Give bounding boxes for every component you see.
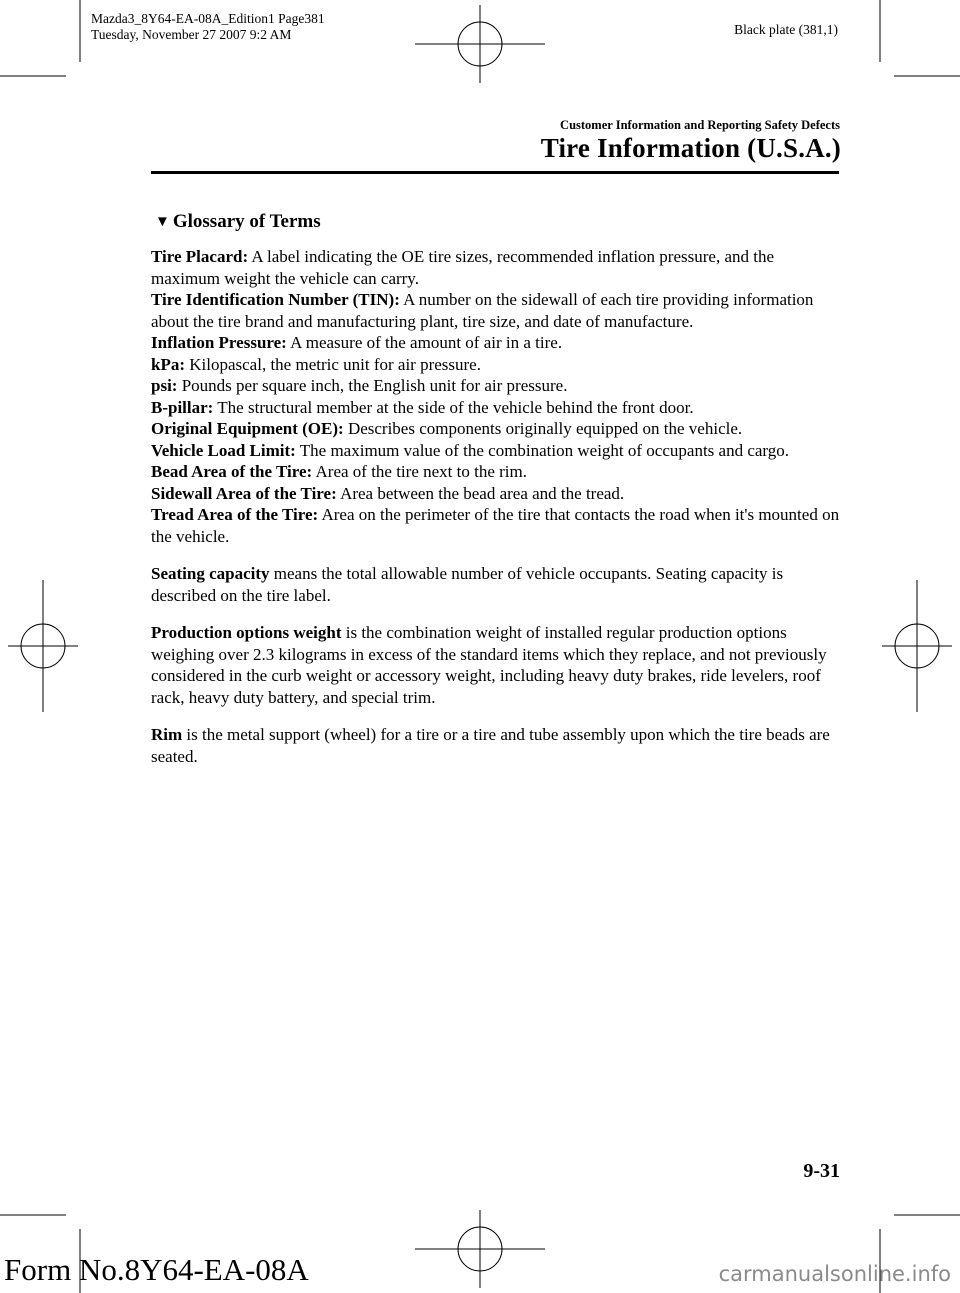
definition-paragraph — [151, 724, 841, 767]
glossary-entry — [151, 504, 841, 547]
plate-label: Black plate (381,1) — [734, 22, 838, 37]
glossary-definition: A label indicating the OE tire sizes, recommended inflation pressure, and the maximum weight the vehicle can carry. — [151, 247, 775, 288]
glossary-term: Tire Placard: — [151, 247, 249, 266]
glossary-term: Bead Area of the Tire: — [151, 462, 313, 481]
glossary-entry — [151, 461, 841, 483]
registration-mark-left — [8, 580, 78, 712]
glossary-term: psi: — [151, 376, 178, 395]
glossary-entry — [151, 483, 841, 505]
glossary-term: Tire Identification Number (TIN): — [151, 290, 400, 309]
glossary-definition: Area of the tire next to the rim. — [315, 462, 527, 481]
registration-mark-top — [415, 5, 545, 83]
watermark: carmanualsonline.info — [718, 1262, 951, 1286]
glossary-entry — [151, 332, 841, 354]
section-subtitle: Customer Information and Reporting Safety Defects — [560, 118, 840, 132]
print-metadata-line2: Tuesday, November 27 2007 9:2 AM — [91, 27, 292, 42]
glossary-term: Vehicle Load Limit: — [151, 440, 296, 460]
glossary-entry — [151, 375, 841, 397]
glossary-definition: Area between the bead area and the tread. — [340, 483, 625, 503]
glossary-definition: The maximum value of the combination weight of occupants and cargo. — [299, 440, 790, 460]
glossary-term: Tread Area of the Tire: — [151, 505, 319, 524]
glossary-body — [151, 246, 841, 767]
glossary-entry — [151, 397, 841, 419]
print-metadata — [91, 11, 325, 43]
glossary-heading — [155, 211, 321, 233]
paragraph-term: Seating capacity — [151, 564, 270, 583]
glossary-definition: Pounds per square inch, the English unit for air pressure. — [181, 376, 568, 395]
glossary-definition: Describes components originally equipped on the vehicle. — [347, 419, 743, 438]
glossary-entry — [151, 289, 841, 332]
definition-paragraph — [151, 622, 841, 708]
header-rule — [151, 171, 839, 174]
glossary-definition: The structural member at the side of the vehicle behind the front door. — [217, 397, 694, 417]
definition-paragraph — [151, 563, 841, 606]
triangle-down-icon: ▼ — [155, 214, 170, 230]
glossary-heading-text: Glossary of Terms — [172, 211, 321, 232]
paragraph-text: is the metal support (wheel) for a tire or a tire and tube assembly upon which the tire beads are seated. — [151, 725, 830, 766]
glossary-definition: A measure of the amount of air in a tire. — [290, 333, 563, 352]
glossary-definition: A number on the sidewall of each tire providing information about the tire brand and manufacturing plant, tire size, and date of manufacture. — [151, 290, 814, 331]
form-number: Form No.8Y64-EA-08A — [4, 1252, 309, 1287]
glossary-term: Inflation Pressure: — [151, 333, 287, 352]
glossary-entries — [151, 246, 841, 547]
section-title: Tire Information (U.S.A.) — [540, 133, 841, 163]
paragraph-term: Production options weight — [151, 623, 342, 642]
glossary-entry — [151, 354, 841, 376]
glossary-entry — [151, 418, 841, 440]
glossary-entry — [151, 246, 841, 289]
paragraph-term: Rim — [151, 725, 183, 744]
paragraph-text: means the total allowable number of vehicle occupants. Seating capacity is described on the tire label. — [151, 564, 784, 605]
glossary-definition: Kilopascal, the metric unit for air pressure. — [189, 354, 481, 374]
paragraph-text: is the combination weight of installed regular production options weighing over 2.3 kilograms in excess of the standard items which they replace, and not previously considered in the curb weight or accessory weight, including heavy duty brakes, ride levelers, roof rack, heavy duty battery, and special trim. — [151, 623, 827, 707]
glossary-term: kPa: — [151, 354, 185, 374]
glossary-term: B-pillar: — [151, 397, 214, 417]
registration-mark-bottom — [415, 1210, 545, 1288]
registration-mark-right — [882, 580, 952, 712]
glossary-entry — [151, 440, 841, 462]
glossary-term: Original Equipment (OE): — [151, 419, 344, 438]
glossary-term: Sidewall Area of the Tire: — [151, 483, 337, 503]
glossary-definition: Area on the perimeter of the tire that contacts the road when it's mounted on the vehicle. — [151, 505, 840, 546]
page-number: 9-31 — [803, 1160, 840, 1182]
print-metadata-line1: Mazda3_8Y64-EA-08A_Edition1 Page381 — [91, 11, 325, 26]
